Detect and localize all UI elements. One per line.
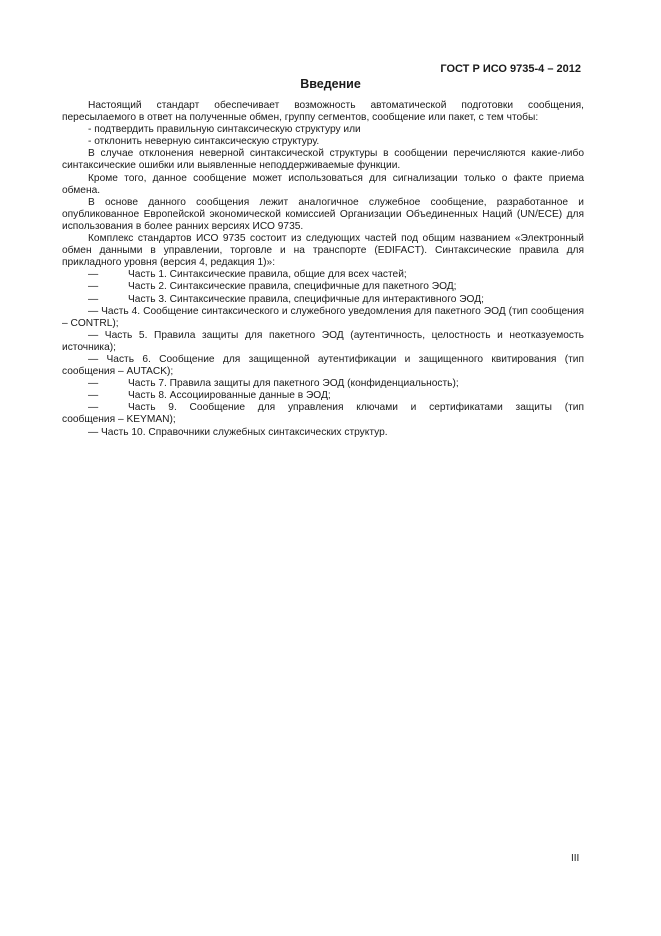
paragraph: Комплекс стандартов ИСО 9735 состоит из следующих частей под общим названием «Электронный обмен данными в управлении, торговле и на транспорте (EDIFACT). Синтаксические правила для прикладного уровня (версия 4, редакция 1)»: xyxy=(62,233,584,269)
part-text: Часть 3. Синтаксические правила, специфичные для интерактивного ЭОД; xyxy=(128,293,484,305)
document-body xyxy=(62,100,584,439)
page-title: Введение xyxy=(300,77,361,91)
dash-marker: — xyxy=(88,402,99,414)
part-text: Часть 1. Синтаксические правила, общие для всех частей; xyxy=(128,269,407,281)
part-item xyxy=(62,281,584,293)
dash-marker: — xyxy=(88,293,99,305)
part-item: — Часть 4. Сообщение синтаксического и служебного уведомления для пакетного ЭОД (тип сообщения – CONTRL); xyxy=(62,305,584,329)
dash-marker: — xyxy=(88,390,99,402)
dash-marker: — xyxy=(88,281,99,293)
standard-id-header: ГОСТ Р ИСО 9735-4 – 2012 xyxy=(440,63,581,75)
page-number: III xyxy=(571,853,580,864)
part-item: — Часть 6. Сообщение для защищенной аутентификации и защищенного квитирования (тип сообщения – AUTACK); xyxy=(62,353,584,378)
part-item: — Часть 10. Справочники служебных синтаксических структур. xyxy=(88,426,388,438)
dash-marker: — xyxy=(88,378,99,390)
part-text: Часть 7. Правила защиты для пакетного ЭОД (конфиденциальность); xyxy=(128,378,459,390)
bullet-item: - подтвердить правильную синтаксическую структуру или xyxy=(88,124,361,136)
part-text: Часть 2. Синтаксические правила, специфичные для пакетного ЭОД; xyxy=(128,281,457,293)
dash-marker: — xyxy=(88,269,99,281)
part-item: — Часть 5. Правила защиты для пакетного ЭОД (аутентичность, целостность и неотказуемость источника); xyxy=(62,329,584,353)
part-item xyxy=(62,294,584,306)
part-item xyxy=(62,390,584,402)
part-text: Часть 9. Сообщение для управления ключами и сертификатами защиты (тип xyxy=(128,402,584,414)
part-item xyxy=(62,378,584,390)
part-continuation: сообщения – KEYMAN); xyxy=(62,414,176,426)
part-item xyxy=(62,402,584,414)
bullet-item: - отклонить неверную синтаксическую структуру. xyxy=(88,136,320,148)
paragraph: В основе данного сообщения лежит аналогичное служебное сообщение, разработанное и опубликованное Европейской экономической комиссией Организации Объединенных Наций (UN/ECE) для использования в более ранних версиях ИСО 9735. xyxy=(62,196,584,232)
paragraph: Настоящий стандарт обеспечивает возможность автоматической подготовки сообщения, пересылаемого в ответ на полученные обмен, группу сегментов, сообщение или пакет, с тем чтобы: xyxy=(62,100,584,124)
paragraph: В случае отклонения неверной синтаксической структуры в сообщении перечисляются какие-либо синтаксические ошибки или выявленные неподдерживаемые функции. xyxy=(62,148,584,172)
paragraph: Кроме того, данное сообщение может использоваться для сигнализации только о факте приема обмена. xyxy=(62,172,584,196)
part-text: Часть 8. Ассоциированные данные в ЭОД; xyxy=(128,390,331,402)
part-item xyxy=(62,269,584,281)
